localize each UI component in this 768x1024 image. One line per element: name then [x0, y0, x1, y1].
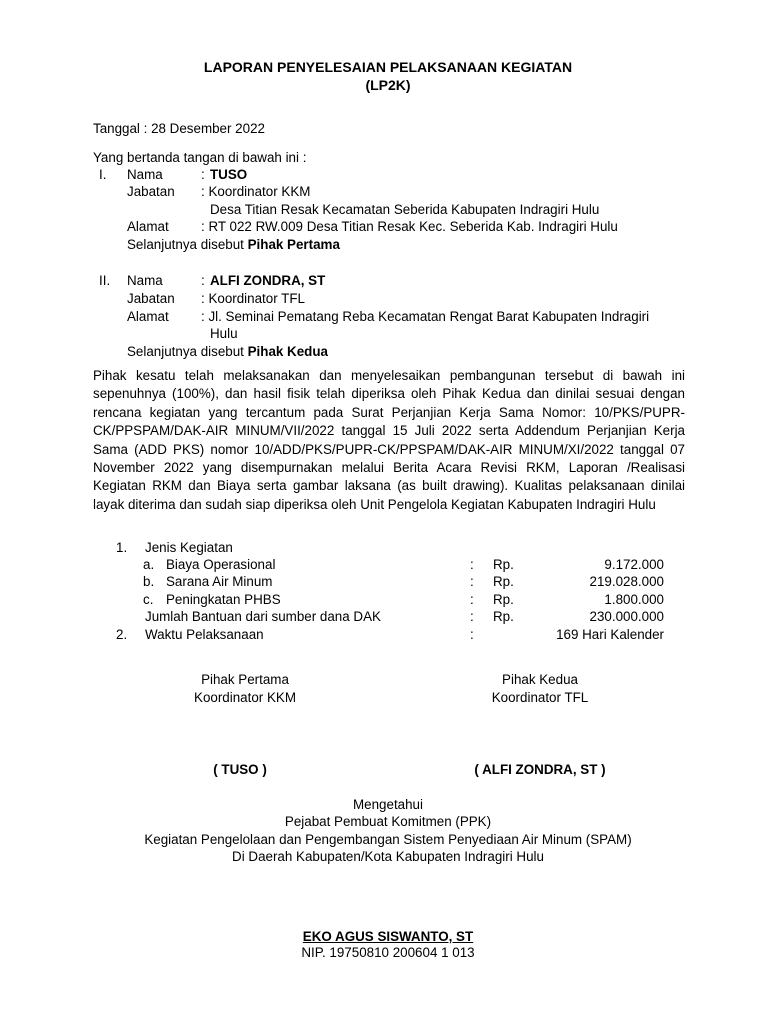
row-a-value: 9.172.000: [604, 557, 664, 572]
party2-alamat-row: [0, 308, 768, 326]
item1-label: Jenis Kegiatan: [145, 540, 233, 555]
row-b-sep: :: [470, 574, 474, 589]
party2-ref-prefix: Selanjutnya disebut: [127, 344, 248, 359]
total-sep: :: [470, 609, 474, 624]
approval-line3: Di Daerah Kabupaten/Kota Kabupaten Indragiri Hulu: [232, 849, 544, 864]
party2-alamat: : Jl. Seminai Pematang Reba Kecamatan Rengat Barat Kabupaten Indragiri: [201, 309, 650, 324]
party2-name-label: Nama: [127, 273, 163, 288]
total-value: 230.000.000: [589, 609, 664, 624]
party2-jabatan-row: [0, 290, 768, 308]
row-a-label: Biaya Operasional: [166, 557, 276, 572]
document-title: LAPORAN PENYELESAIAN PELAKSANAAN KEGIATAN: [203, 59, 573, 75]
row-c-value: 1.800.000: [604, 592, 664, 607]
row-c-label: Peningkatan PHBS: [166, 592, 281, 607]
signature-left-name: ( TUSO ): [213, 762, 267, 777]
date-line: Tanggal : 28 Desember 2022: [93, 121, 265, 136]
approval-line2: Kegiatan Pengelolaan dan Pengembangan Sistem Penyediaan Air Minum (SPAM): [144, 832, 632, 847]
party2-alamat-label: Alamat: [127, 309, 169, 324]
party2-jabatan-label: Jabatan: [127, 291, 175, 306]
row-b-currency: Rp.: [493, 574, 514, 589]
party2-name-sep: :: [201, 273, 205, 288]
party1-name-sep: :: [201, 167, 205, 182]
party2-number: II.: [99, 273, 111, 288]
party1-jabatan-row: [0, 183, 768, 201]
party1-jabatan: : Koordinator KKM: [201, 184, 311, 199]
signature-right-name: ( ALFI ZONDRA, ST ): [474, 762, 606, 777]
party2-name: ALFI ZONDRA, ST: [210, 273, 326, 288]
party1-ref-row: [0, 236, 768, 254]
signature-left-title: Koordinator KKM: [194, 690, 296, 705]
approval-nip: NIP. 19750810 200604 1 013: [301, 945, 475, 960]
row-b-letter: b.: [143, 574, 155, 589]
row-a-sep: :: [470, 557, 474, 572]
party2-ref-text: [127, 343, 328, 361]
row-b-label: Sarana Air Minum: [166, 574, 273, 589]
item2-label: Waktu Pelaksanaan: [145, 627, 264, 642]
row-c-sep: :: [470, 592, 474, 607]
signature-right-title: Koordinator TFL: [491, 690, 589, 705]
party2-ref-name: Pihak Kedua: [247, 344, 328, 359]
party1-name-label: Nama: [127, 167, 163, 182]
item2-value: 169 Hari Kalender: [556, 627, 664, 642]
party1-jabatan-label: Jabatan: [127, 184, 175, 199]
party1-name: TUSO: [210, 167, 248, 182]
body-paragraph: Pihak kesatu telah melaksanakan dan menyelesaikan pembangunan tersebut di bawah ini sepenuhnya (100%), dan hasil fisik telah diperiksa oleh Pihak Kedua dan dinilai sesuai dengan rencana kegiatan yang tercantum pada Surat Perjanjian Kerja Sama Nomor: 10/PKS/PUPR-CK/PPSPAM/DAK-AIR MINUM/VII/2022 tanggal 15 Juli 2022 serta Addendum Perjanjian Kerja Sama (ADD PKS) nomor 10/ADD/PKS/PUPR-CK/PPSPAM/DAK-AIR MINUM/XI/2022 tanggal 07 November 2022 yang disempurnakan melalui Berita Acara Revisi RKM, Laporan /Realisasi Kegiatan RKM dan Biaya serta gambar laksana (as built drawing). Kualitas pelaksanaan dinilai layak diterima dan sudah siap diperiksa oleh Unit Pengelola Kegiatan Kabupaten Indragiri Hulu: [93, 368, 685, 512]
party2-alamat-cont: Hulu: [210, 326, 238, 341]
party1-alamat: : RT 022 RW.009 Desa Titian Resak Kec. Seberida Kab. Indragiri Hulu: [201, 219, 618, 234]
document-subtitle: (LP2K): [365, 77, 411, 93]
item2-number: 2.: [116, 627, 128, 642]
row-a-currency: Rp.: [493, 557, 514, 572]
party1-ref-prefix: Selanjutnya disebut: [127, 237, 248, 252]
party1-alamat-row: [0, 218, 768, 236]
party1-ref-text: [127, 236, 340, 254]
party2-ref-row: [0, 343, 768, 361]
total-label: Jumlah Bantuan dari sumber dana DAK: [145, 609, 381, 624]
signature-right-role: Pihak Kedua: [502, 672, 578, 687]
item2-sep: :: [470, 627, 474, 642]
party1-jabatan-cont-row: [0, 201, 768, 219]
approval-name: EKO AGUS SISWANTO, ST: [302, 929, 474, 944]
party1-name-row: [0, 166, 768, 184]
party1-alamat-label: Alamat: [127, 219, 169, 234]
party1-ref-name: Pihak Pertama: [247, 237, 340, 252]
party1-jabatan-cont: Desa Titian Resak Kecamatan Seberida Kabupaten Indragiri Hulu: [210, 202, 600, 217]
party2-alamat-cont-row: [0, 325, 768, 343]
row-c-letter: c.: [143, 592, 154, 607]
row-b-value: 219.028.000: [589, 574, 664, 589]
approval-mengetahui: Mengetahui: [353, 797, 423, 812]
party1-number: I.: [99, 167, 107, 182]
approval-line1: Pejabat Pembuat Komitmen (PPK): [284, 814, 492, 829]
total-currency: Rp.: [493, 609, 514, 624]
row-c-currency: Rp.: [493, 592, 514, 607]
party2-name-row: [0, 272, 768, 290]
party2-jabatan: : Koordinator TFL: [201, 291, 305, 306]
intro-text: Yang bertanda tangan di bawah ini :: [93, 150, 307, 165]
signature-left-role: Pihak Pertama: [201, 672, 289, 687]
row-a-letter: a.: [143, 557, 155, 572]
item1-number: 1.: [116, 540, 128, 555]
